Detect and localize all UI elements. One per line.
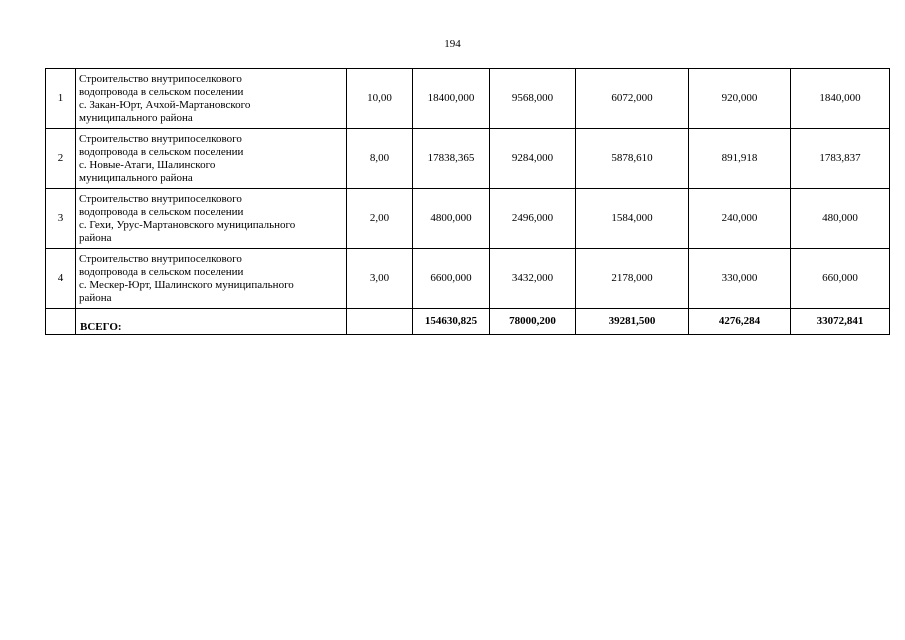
row-col1: 2496,000 <box>490 189 576 249</box>
total-col1: 78000,200 <box>490 309 576 335</box>
table-row <box>46 189 890 249</box>
row-length: 2,00 <box>347 189 413 249</box>
description-line: водопровода в сельском поселении <box>79 265 244 278</box>
description-line: с. Мескер-Юрт, Шалинского муниципального <box>79 278 294 291</box>
description-line: Строительство внутрипоселкового <box>79 252 242 265</box>
description-line: Строительство внутрипоселкового <box>79 132 242 145</box>
total-index-cell <box>46 309 76 335</box>
description-line: водопровода в сельском поселении <box>79 205 244 218</box>
description-line: района <box>79 291 112 304</box>
row-col3: 920,000 <box>689 69 791 129</box>
description-line: муниципального района <box>79 171 193 184</box>
row-length: 8,00 <box>347 129 413 189</box>
row-col3: 240,000 <box>689 189 791 249</box>
row-total: 17838,365 <box>413 129 490 189</box>
description-line: водопровода в сельском поселении <box>79 85 244 98</box>
total-length-cell <box>347 309 413 335</box>
row-col1: 9568,000 <box>490 69 576 129</box>
table-row <box>46 249 890 309</box>
row-index: 1 <box>46 69 76 129</box>
row-total: 18400,000 <box>413 69 490 129</box>
row-description <box>76 189 347 249</box>
row-col2: 1584,000 <box>576 189 689 249</box>
budget-table <box>45 68 890 335</box>
total-label: ВСЕГО: <box>76 309 347 335</box>
row-col4: 660,000 <box>791 249 890 309</box>
description-line: района <box>79 231 112 244</box>
description-line: с. Новые-Атаги, Шалинского <box>79 158 216 171</box>
row-description <box>76 129 347 189</box>
total-col4: 33072,841 <box>791 309 890 335</box>
row-description <box>76 249 347 309</box>
page-number: 194 <box>444 38 461 50</box>
description-line: с. Закан-Юрт, Ачхой-Мартановского <box>79 98 251 111</box>
row-col2: 6072,000 <box>576 69 689 129</box>
row-index: 3 <box>46 189 76 249</box>
table-row <box>46 69 890 129</box>
row-col2: 2178,000 <box>576 249 689 309</box>
table-row <box>46 129 890 189</box>
row-description <box>76 69 347 129</box>
row-col3: 330,000 <box>689 249 791 309</box>
row-col4: 1840,000 <box>791 69 890 129</box>
row-total: 6600,000 <box>413 249 490 309</box>
description-line: водопровода в сельском поселении <box>79 145 244 158</box>
row-col3: 891,918 <box>689 129 791 189</box>
row-index: 4 <box>46 249 76 309</box>
row-col2: 5878,610 <box>576 129 689 189</box>
total-col2: 39281,500 <box>576 309 689 335</box>
description-line: с. Гехи, Урус-Мартановского муниципального <box>79 218 296 231</box>
row-index: 2 <box>46 129 76 189</box>
row-col1: 9284,000 <box>490 129 576 189</box>
row-total: 4800,000 <box>413 189 490 249</box>
description-line: Строительство внутрипоселкового <box>79 72 242 85</box>
row-col1: 3432,000 <box>490 249 576 309</box>
row-length: 3,00 <box>347 249 413 309</box>
row-col4: 480,000 <box>791 189 890 249</box>
total-row <box>46 309 890 335</box>
row-col4: 1783,837 <box>791 129 890 189</box>
total-total: 154630,825 <box>413 309 490 335</box>
description-line: муниципального района <box>79 111 193 124</box>
row-length: 10,00 <box>347 69 413 129</box>
total-col3: 4276,284 <box>689 309 791 335</box>
description-line: Строительство внутрипоселкового <box>79 192 242 205</box>
